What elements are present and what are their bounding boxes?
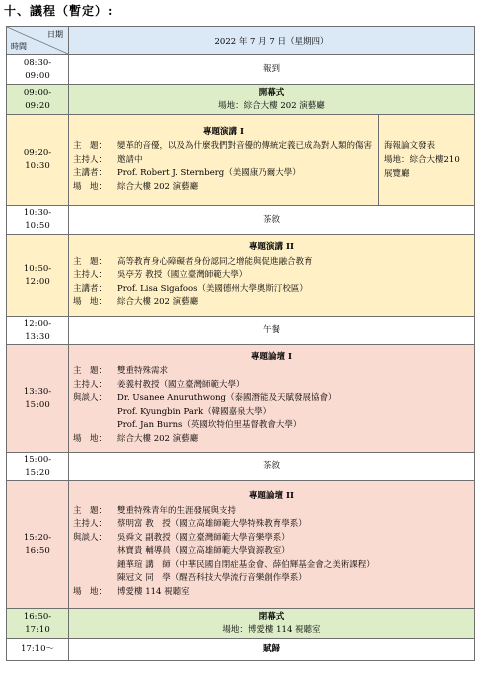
time-text: 10:30- 10:50 (23, 208, 52, 231)
closing-title: 閉幕式 (258, 611, 285, 622)
time-cell (7, 55, 69, 85)
host-value: 邀請中 (117, 154, 143, 165)
host-value: 蔡明富 教 授（國立高雄師範大學特殊教育學系） (117, 519, 307, 529)
time-text: 08:30- 09:00 (23, 57, 52, 81)
poster-session-text: 海報論文發表 場地：綜合大樓210 展覽廳 (384, 141, 460, 179)
date-axis-label: 日期 (47, 30, 63, 39)
venue-value: 綜合大樓 202 演藝廳 (117, 297, 199, 308)
session-title: 專題演講 I (203, 126, 244, 137)
venue-label: 場 地： (73, 586, 108, 597)
keynote-2-cell (69, 235, 475, 317)
poster-session-cell (379, 115, 475, 206)
row-tea-break-2 (7, 453, 475, 481)
opening-title: 開幕式 (258, 87, 285, 98)
header-corner-cell (7, 27, 69, 55)
host-value: 吳亭芳 教授（國立臺灣師範大學） (117, 270, 248, 281)
panelist: Prof. Jan Burns（英國坎特伯里基督教會大學） (117, 420, 302, 431)
topic-label: 主 題： (73, 366, 108, 377)
venue-label: 場 地： (73, 433, 108, 444)
topic-label: 主 題： (73, 256, 108, 267)
opening-cell (69, 85, 475, 115)
time-cell (7, 609, 69, 639)
panelist: 陳冠文 同 學（醒吾科技大學流行音樂創作學系） (117, 573, 307, 583)
time-cell (7, 639, 69, 661)
time-text: 10:50- 12:00 (23, 263, 52, 287)
agenda-table (6, 26, 475, 661)
row-registration (7, 55, 475, 85)
time-text: 09:20- 10:30 (23, 148, 52, 171)
time-text: 16:50- 17:10 (23, 611, 52, 635)
time-axis-label: 時間 (11, 42, 27, 51)
panelist: 鍾華瑄 講 師（中華民國自閉症基金會、薛伯輝基金會之美術課程） (117, 559, 375, 570)
tea-break-cell: 茶敘 (69, 453, 475, 481)
lunch-cell: 午餐 (69, 317, 475, 345)
session-title: 專題論壇 I (251, 351, 292, 362)
header-date: 2022 年 7 月 7 日（星期四） (69, 27, 475, 55)
host-label: 主持人： (73, 519, 108, 529)
panelist: Dr. Usanee Anuruthwong（泰國潛能及天賦發展協會） (117, 393, 337, 404)
row-closing (7, 609, 475, 639)
time-text: 17:10～ (21, 644, 54, 654)
panelist: Prof. Kyungbin Park（韓國嘉泉大學） (117, 406, 272, 417)
time-text: 09:00- 09:20 (23, 87, 52, 111)
registration-cell: 報到 (69, 55, 475, 85)
tea-break-cell: 茶敘 (69, 206, 475, 235)
section-heading: 十、議程（暫定）: (4, 4, 114, 18)
time-cell (7, 115, 69, 206)
row-departure (7, 639, 475, 661)
row-keynote-1 (7, 115, 475, 206)
time-text: 13:30- 15:00 (23, 386, 52, 410)
venue-value: 綜合大樓 202 演藝廳 (117, 181, 199, 192)
panelist: 林寶貴 輔導員（國立高雄師範大學資源教室） (117, 546, 290, 556)
row-forum-1 (7, 345, 475, 453)
session-title: 專題論壇 II (249, 491, 294, 501)
closing-cell (69, 609, 475, 639)
time-cell (7, 85, 69, 115)
time-cell (7, 235, 69, 317)
time-cell (7, 345, 69, 453)
topic-label: 主 題： (73, 141, 108, 152)
time-cell (7, 317, 69, 345)
speaker-label: 主講者： (73, 283, 108, 294)
topic-value: 變革的音優，以及為什麼我們對音優的傳統定義已成為對人類的傷害 (117, 141, 373, 152)
session-title: 專題演講 II (249, 242, 294, 253)
panelist: 吳舜文 副教授（國立臺灣師範大學音樂學系） (117, 532, 290, 543)
host-value: 姜義村教授（國立臺灣師範大學） (117, 379, 245, 390)
speaker-value: Prof. Robert J. Sternberg（美國康乃爾大學） (117, 168, 301, 179)
panel-label: 與談人： (73, 532, 108, 543)
time-text: 15:00- 15:20 (23, 454, 52, 478)
time-cell (7, 481, 69, 609)
venue-label: 場 地： (73, 181, 108, 192)
topic-value: 雙重特殊青年的生涯發展與支持 (117, 505, 237, 516)
speaker-label: 主講者： (73, 168, 108, 179)
panel-label: 與談人： (73, 393, 108, 404)
topic-label: 主 題： (73, 505, 108, 516)
venue-value: 綜合大樓 202 演藝廳 (117, 433, 199, 444)
time-text: 12:00- 13:30 (23, 318, 52, 342)
host-label: 主持人： (73, 379, 108, 390)
header-row (7, 27, 475, 55)
departure-cell: 賦歸 (69, 639, 475, 661)
row-lunch (7, 317, 475, 345)
row-keynote-2 (7, 235, 475, 317)
row-opening (7, 85, 475, 115)
venue-label: 場 地： (73, 297, 108, 308)
row-tea-break-1 (7, 206, 475, 235)
closing-venue: 場地：博愛樓 114 視聽室 (222, 624, 321, 635)
forum-1-cell (69, 345, 475, 453)
speaker-value: Prof. Lisa Sigafoos（美國德州大學奧斯汀校區） (117, 283, 308, 294)
venue-value: 博愛樓 114 視聽室 (117, 586, 190, 597)
row-forum-2 (7, 481, 475, 609)
host-label: 主持人： (73, 154, 108, 165)
time-cell (7, 206, 69, 235)
keynote-1-cell (69, 115, 379, 206)
time-cell (7, 453, 69, 481)
host-label: 主持人： (73, 270, 108, 281)
topic-value: 高等教育身心障礙者身份認同之增能與促進融合教育 (117, 256, 313, 267)
forum-2-cell (69, 481, 475, 609)
opening-venue: 場地：綜合大樓 202 演藝廳 (218, 100, 325, 111)
time-text: 15:20- 16:50 (23, 532, 52, 556)
topic-value: 雙重特殊需求 (117, 366, 169, 377)
